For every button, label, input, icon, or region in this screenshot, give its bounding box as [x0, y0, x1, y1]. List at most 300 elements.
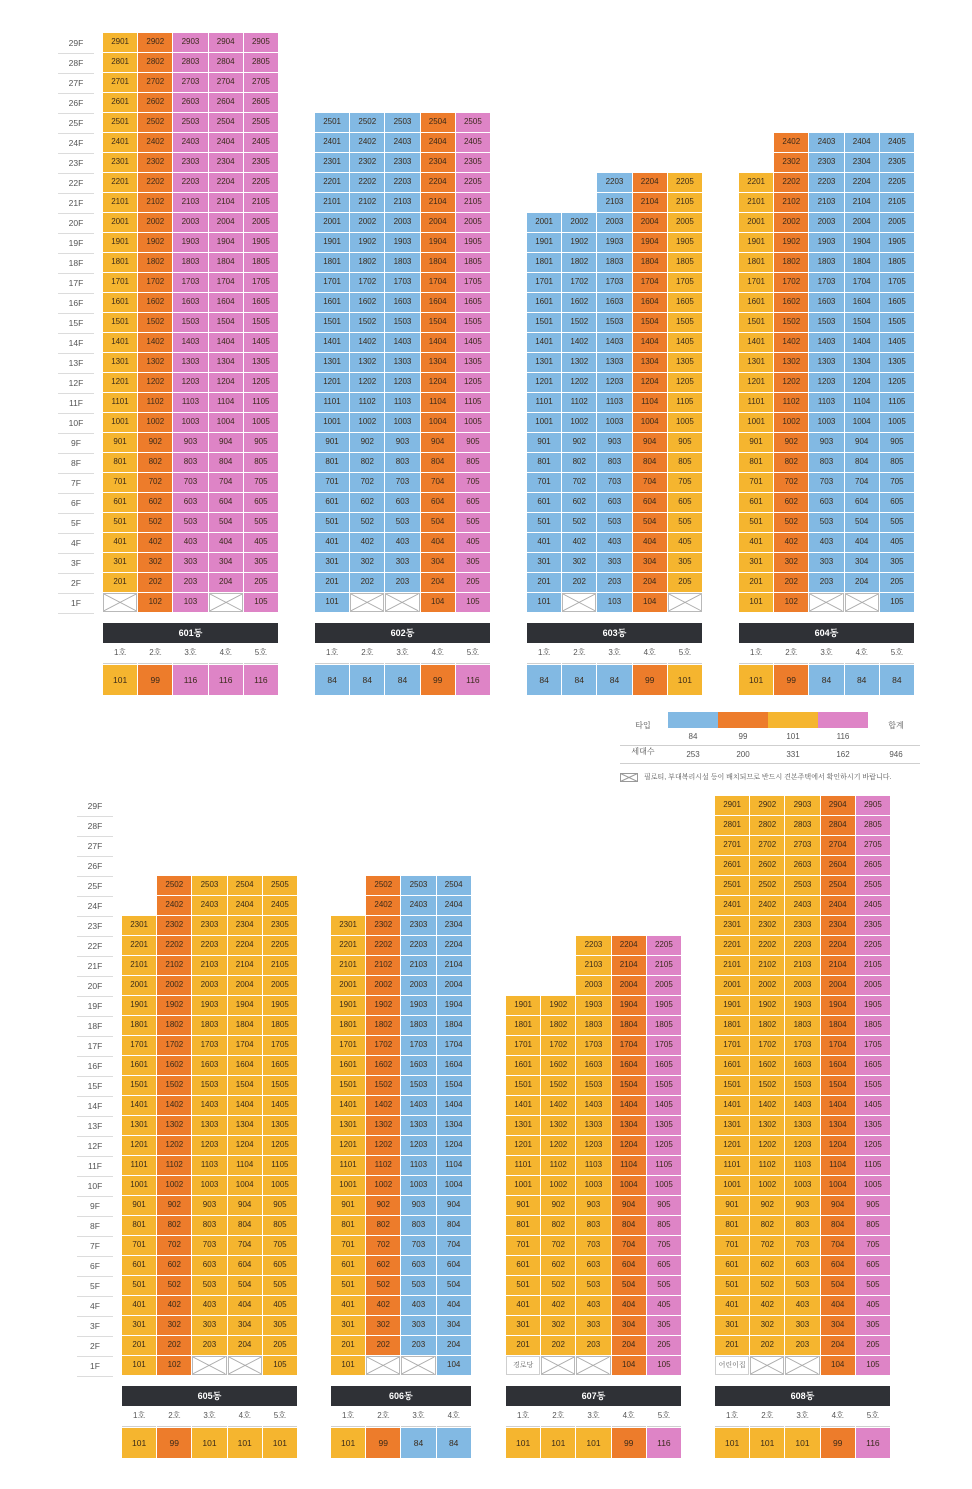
unit-cell: 205 — [244, 573, 278, 592]
unit-cell: 1602 — [562, 293, 596, 312]
unit-cell: 1803 — [597, 253, 631, 272]
unit-cell: 104 — [633, 593, 667, 612]
unit-cell: 1204 — [612, 1136, 646, 1155]
unit-cell: 2002 — [750, 976, 784, 995]
unit-cell: 1002 — [562, 413, 596, 432]
unit-cell: 903 — [173, 433, 207, 452]
line-type: 99 — [774, 665, 808, 695]
unit-cell: 1604 — [845, 293, 879, 312]
unit-cell: 1903 — [576, 996, 610, 1015]
unit-cell: 202 — [541, 1336, 575, 1355]
line-type: 84 — [597, 665, 631, 695]
legend-count-84: 253 — [686, 750, 700, 759]
unit-cell: 1902 — [774, 233, 808, 252]
unit-cell: 604 — [845, 493, 879, 512]
unit-cell: 205 — [856, 1336, 890, 1355]
unit-cell: 1404 — [228, 1096, 262, 1115]
unit-cell: 2501 — [103, 113, 137, 132]
pilotis-note-text: 필로티, 부대복리시설 등이 배치되므로 반드시 견본주택에서 확인하시기 바랍니다. — [644, 774, 892, 781]
floor-label: 17F — [77, 1036, 113, 1057]
unit-cell: 1702 — [750, 1036, 784, 1055]
unit-cell: 402 — [750, 1296, 784, 1315]
unit-cell: 2402 — [366, 896, 400, 915]
line-type: 101 — [506, 1428, 540, 1458]
unit-cell: 602 — [750, 1256, 784, 1275]
unit-cell: 1804 — [437, 1016, 471, 1035]
unit-cell: 301 — [527, 553, 561, 572]
unit-cell: 202 — [774, 573, 808, 592]
unit-cell: 2004 — [437, 976, 471, 995]
unit-cell: 2203 — [385, 173, 419, 192]
unit-cell: 1501 — [506, 1076, 540, 1095]
unit-cell: 804 — [845, 453, 879, 472]
unit-cell: 304 — [437, 1316, 471, 1335]
unit-cell: 2004 — [421, 213, 455, 232]
unit-cell: 702 — [350, 473, 384, 492]
unit-cell: 1102 — [750, 1156, 784, 1175]
unit-cell: 1204 — [821, 1136, 855, 1155]
unit-cell: 1304 — [845, 353, 879, 372]
unit-cell: 2202 — [750, 936, 784, 955]
unit-cell: 1804 — [845, 253, 879, 272]
unit-cell: 505 — [647, 1276, 681, 1295]
unit-cell: 1601 — [315, 293, 349, 312]
line-label: 1호 — [103, 643, 137, 664]
unit-cell: 1602 — [750, 1056, 784, 1075]
line-type: 101 — [541, 1428, 575, 1458]
unit-cell: 2105 — [668, 193, 702, 212]
line-type: 84 — [845, 665, 879, 695]
unit-cell: 705 — [244, 473, 278, 492]
unit-cell: 605 — [647, 1256, 681, 1275]
floor-label: 6F — [58, 493, 94, 514]
line-label: 4호 — [437, 1406, 471, 1427]
unit-cell: 2004 — [633, 213, 667, 232]
unit-cell: 1504 — [209, 313, 243, 332]
unit-cell: 2404 — [821, 896, 855, 915]
unit-cell: 1602 — [774, 293, 808, 312]
unit-cell: 2405 — [856, 896, 890, 915]
unit-cell: 2903 — [173, 33, 207, 52]
unit-cell: 203 — [401, 1336, 435, 1355]
unit-cell: 2305 — [244, 153, 278, 172]
unit-cell: 2401 — [315, 133, 349, 152]
unit-cell: 702 — [366, 1236, 400, 1255]
unit-cell: 905 — [244, 433, 278, 452]
unit-cell: 101 — [315, 593, 349, 612]
building-name: 607동 — [506, 1386, 681, 1406]
line-type: 116 — [647, 1428, 681, 1458]
unit-cell: 705 — [668, 473, 702, 492]
unit-cell: 1701 — [739, 273, 773, 292]
unit-cell: 1404 — [437, 1096, 471, 1115]
unit-cell: 405 — [856, 1296, 890, 1315]
unit-cell: 2204 — [612, 936, 646, 955]
unit-cell: 805 — [456, 453, 490, 472]
unit-cell: 1402 — [541, 1096, 575, 1115]
unit-cell: 1601 — [715, 1056, 749, 1075]
unit-cell: 2603 — [173, 93, 207, 112]
unit-cell: 1903 — [401, 996, 435, 1015]
unit-cell: 1802 — [750, 1016, 784, 1035]
unit-cell: 702 — [562, 473, 596, 492]
unit-cell: 2004 — [821, 976, 855, 995]
unit-cell: 1701 — [527, 273, 561, 292]
unit-cell: 2402 — [774, 133, 808, 152]
unit-cell: 204 — [437, 1336, 471, 1355]
unit-cell: 201 — [315, 573, 349, 592]
unit-cell: 1305 — [647, 1116, 681, 1135]
unit-cell: 204 — [845, 573, 879, 592]
unit-cell: 1404 — [209, 333, 243, 352]
unit-cell: 503 — [576, 1276, 610, 1295]
line-label: 2호 — [750, 1406, 784, 1427]
unit-cell: 1403 — [401, 1096, 435, 1115]
line-type: 84 — [562, 665, 596, 695]
unit-cell: 1301 — [715, 1116, 749, 1135]
unit-cell: 102 — [157, 1356, 191, 1375]
legend-type-84: 84 — [688, 732, 698, 741]
unit-cell: 2602 — [750, 856, 784, 875]
unit-cell: 2004 — [209, 213, 243, 232]
unit-cell: 1901 — [331, 996, 365, 1015]
unit-cell: 704 — [612, 1236, 646, 1255]
unit-cell: 1603 — [401, 1056, 435, 1075]
unit-cell: 1603 — [192, 1056, 226, 1075]
unit-cell: 2604 — [209, 93, 243, 112]
legend-total-value: 946 — [889, 750, 903, 759]
unit-cell: 604 — [421, 493, 455, 512]
unit-cell: 502 — [350, 513, 384, 532]
unit-cell: 2002 — [138, 213, 172, 232]
unit-cell: 1203 — [173, 373, 207, 392]
unit-cell: 1905 — [880, 233, 914, 252]
line-label: 5호 — [880, 643, 914, 664]
unit-cell: 2303 — [173, 153, 207, 172]
unit-cell: 502 — [750, 1276, 784, 1295]
unit-cell: 605 — [456, 493, 490, 512]
unit-cell: 1504 — [228, 1076, 262, 1095]
unit-cell: 1104 — [821, 1156, 855, 1175]
unit-cell: 701 — [315, 473, 349, 492]
unit-cell: 1802 — [562, 253, 596, 272]
unit-cell: 2001 — [315, 213, 349, 232]
unit-cell: 1202 — [774, 373, 808, 392]
unit-cell: 1403 — [809, 333, 843, 352]
unit-cell: 501 — [331, 1276, 365, 1295]
unit-cell: 1001 — [715, 1176, 749, 1195]
floor-label: 25F — [77, 876, 113, 897]
unit-cell: 1504 — [633, 313, 667, 332]
floor-label: 17F — [58, 273, 94, 294]
unit-cell: 2504 — [437, 876, 471, 895]
unit-cell: 701 — [506, 1236, 540, 1255]
unit-cell: 1502 — [774, 313, 808, 332]
unit-cell: 802 — [366, 1216, 400, 1235]
unit-cell: 1504 — [821, 1076, 855, 1095]
unit-cell: 1504 — [437, 1076, 471, 1095]
unit-cell: 1703 — [385, 273, 419, 292]
unit-cell: 2201 — [739, 173, 773, 192]
unit-cell: 205 — [880, 573, 914, 592]
unit-cell: 1303 — [173, 353, 207, 372]
unit-cell: 2503 — [385, 113, 419, 132]
unit-cell: 1002 — [350, 413, 384, 432]
legend-count-116: 162 — [836, 750, 850, 759]
unit-cell: 1803 — [576, 1016, 610, 1035]
line-label: 2호 — [157, 1406, 191, 1427]
floor-label: 3F — [77, 1316, 113, 1337]
unit-cell: 1503 — [173, 313, 207, 332]
unit-cell: 1102 — [350, 393, 384, 412]
unit-cell: 901 — [331, 1196, 365, 1215]
unit-cell: 1304 — [821, 1116, 855, 1135]
unit-cell: 1603 — [576, 1056, 610, 1075]
unit-cell: 805 — [647, 1216, 681, 1235]
line-type: 101 — [331, 1428, 365, 1458]
unit-cell: 404 — [421, 533, 455, 552]
unit-cell: 204 — [612, 1336, 646, 1355]
unit-cell: 2503 — [785, 876, 819, 895]
unit-cell: 301 — [739, 553, 773, 572]
unit-cell: 201 — [715, 1336, 749, 1355]
unit-cell: 2304 — [209, 153, 243, 172]
unit-cell: 905 — [880, 433, 914, 452]
unit-cell: 802 — [750, 1216, 784, 1235]
unit-cell: 1605 — [880, 293, 914, 312]
unit-cell: 301 — [331, 1316, 365, 1335]
unit-cell: 1904 — [209, 233, 243, 252]
unit-cell: 1503 — [809, 313, 843, 332]
pilotis-cell — [103, 593, 137, 612]
unit-cell: 1404 — [821, 1096, 855, 1115]
line-type: 101 — [785, 1428, 819, 1458]
unit-cell: 2101 — [739, 193, 773, 212]
unit-cell: 501 — [103, 513, 137, 532]
unit-cell: 1902 — [350, 233, 384, 252]
unit-cell: 2103 — [785, 956, 819, 975]
unit-cell: 2302 — [350, 153, 384, 172]
unit-cell: 1302 — [562, 353, 596, 372]
unit-cell: 503 — [173, 513, 207, 532]
unit-cell: 1202 — [541, 1136, 575, 1155]
unit-cell: 2401 — [103, 133, 137, 152]
unit-cell: 1705 — [263, 1036, 297, 1055]
floor-label: 23F — [58, 153, 94, 174]
unit-cell: 1904 — [437, 996, 471, 1015]
floor-label: 16F — [77, 1056, 113, 1077]
unit-cell: 1201 — [315, 373, 349, 392]
unit-cell: 804 — [228, 1216, 262, 1235]
unit-cell: 2704 — [209, 73, 243, 92]
unit-cell: 601 — [122, 1256, 156, 1275]
unit-cell: 1302 — [157, 1116, 191, 1135]
unit-cell: 804 — [437, 1216, 471, 1235]
unit-cell: 2804 — [209, 53, 243, 72]
unit-cell: 1703 — [785, 1036, 819, 1055]
unit-cell: 202 — [750, 1336, 784, 1355]
unit-cell: 805 — [244, 453, 278, 472]
unit-cell: 2002 — [157, 976, 191, 995]
unit-cell: 803 — [576, 1216, 610, 1235]
unit-cell: 1602 — [541, 1056, 575, 1075]
unit-cell: 1002 — [541, 1176, 575, 1195]
unit-cell: 401 — [715, 1296, 749, 1315]
unit-cell: 702 — [541, 1236, 575, 1255]
unit-cell: 805 — [668, 453, 702, 472]
unit-cell: 2504 — [228, 876, 262, 895]
floor-label: 10F — [77, 1176, 113, 1197]
unit-cell: 1802 — [138, 253, 172, 272]
unit-cell: 2802 — [750, 816, 784, 835]
unit-cell: 2704 — [821, 836, 855, 855]
unit-cell: 2003 — [192, 976, 226, 995]
unit-cell: 303 — [597, 553, 631, 572]
unit-cell: 2204 — [821, 936, 855, 955]
unit-cell: 501 — [122, 1276, 156, 1295]
unit-cell: 1101 — [331, 1156, 365, 1175]
unit-cell: 2301 — [122, 916, 156, 935]
unit-cell: 1501 — [315, 313, 349, 332]
unit-cell: 2001 — [715, 976, 749, 995]
unit-cell: 1004 — [612, 1176, 646, 1195]
floor-label: 21F — [77, 956, 113, 977]
unit-cell: 1102 — [774, 393, 808, 412]
unit-cell: 1003 — [809, 413, 843, 432]
unit-cell: 502 — [562, 513, 596, 532]
line-type: 84 — [880, 665, 914, 695]
unit-cell: 1603 — [785, 1056, 819, 1075]
unit-cell: 302 — [138, 553, 172, 572]
unit-cell: 904 — [228, 1196, 262, 1215]
unit-cell: 1504 — [612, 1076, 646, 1095]
unit-cell: 1105 — [880, 393, 914, 412]
unit-cell: 1103 — [597, 393, 631, 412]
pilotis-cell — [541, 1356, 575, 1375]
unit-cell: 703 — [597, 473, 631, 492]
unit-cell: 1202 — [138, 373, 172, 392]
pilotis-cell — [750, 1356, 784, 1375]
unit-cell: 1703 — [597, 273, 631, 292]
unit-cell: 1801 — [506, 1016, 540, 1035]
unit-cell: 1002 — [138, 413, 172, 432]
unit-cell: 2404 — [421, 133, 455, 152]
unit-cell: 505 — [668, 513, 702, 532]
unit-cell: 2903 — [785, 796, 819, 815]
unit-cell: 903 — [192, 1196, 226, 1215]
unit-cell: 802 — [138, 453, 172, 472]
floor-label: 14F — [77, 1096, 113, 1117]
unit-cell: 2101 — [331, 956, 365, 975]
unit-cell: 1204 — [633, 373, 667, 392]
unit-cell: 1803 — [785, 1016, 819, 1035]
unit-cell: 1603 — [385, 293, 419, 312]
unit-cell: 1802 — [774, 253, 808, 272]
unit-cell: 1101 — [315, 393, 349, 412]
unit-cell: 403 — [597, 533, 631, 552]
unit-cell: 805 — [856, 1216, 890, 1235]
unit-cell: 1503 — [401, 1076, 435, 1095]
unit-cell: 2801 — [715, 816, 749, 835]
unit-cell: 2404 — [228, 896, 262, 915]
unit-cell: 302 — [774, 553, 808, 572]
unit-cell: 501 — [315, 513, 349, 532]
line-type: 116 — [209, 665, 243, 695]
unit-cell: 2205 — [456, 173, 490, 192]
unit-cell: 2102 — [750, 956, 784, 975]
line-type: 116 — [856, 1428, 890, 1458]
unit-cell: 1303 — [192, 1116, 226, 1135]
unit-cell: 2201 — [122, 936, 156, 955]
unit-cell: 2203 — [576, 936, 610, 955]
unit-cell: 1703 — [173, 273, 207, 292]
unit-cell: 2202 — [366, 936, 400, 955]
unit-cell: 2803 — [785, 816, 819, 835]
unit-cell: 702 — [750, 1236, 784, 1255]
unit-cell: 2905 — [244, 33, 278, 52]
unit-cell: 1503 — [385, 313, 419, 332]
unit-cell: 2103 — [173, 193, 207, 212]
unit-cell: 704 — [209, 473, 243, 492]
unit-cell: 1704 — [228, 1036, 262, 1055]
unit-cell: 203 — [785, 1336, 819, 1355]
unit-cell: 2205 — [880, 173, 914, 192]
unit-cell: 904 — [437, 1196, 471, 1215]
unit-cell: 1402 — [350, 333, 384, 352]
unit-cell: 1701 — [315, 273, 349, 292]
unit-cell: 2904 — [821, 796, 855, 815]
unit-cell: 2304 — [821, 916, 855, 935]
unit-cell: 2503 — [192, 876, 226, 895]
unit-cell: 1104 — [421, 393, 455, 412]
unit-cell: 2104 — [437, 956, 471, 975]
line-type: 101 — [263, 1428, 297, 1458]
unit-cell: 1503 — [597, 313, 631, 332]
pilotis-cell — [228, 1356, 262, 1375]
unit-cell: 1103 — [173, 393, 207, 412]
unit-cell: 1905 — [668, 233, 702, 252]
unit-cell: 1901 — [739, 233, 773, 252]
unit-cell: 1403 — [597, 333, 631, 352]
unit-cell: 2003 — [809, 213, 843, 232]
unit-cell: 803 — [385, 453, 419, 472]
unit-cell: 401 — [103, 533, 137, 552]
unit-cell: 1702 — [366, 1036, 400, 1055]
unit-cell: 702 — [774, 473, 808, 492]
unit-cell: 1901 — [527, 233, 561, 252]
unit-cell: 2103 — [597, 193, 631, 212]
unit-cell: 1704 — [845, 273, 879, 292]
unit-cell: 1203 — [385, 373, 419, 392]
unit-cell: 2502 — [157, 876, 191, 895]
unit-cell: 1404 — [633, 333, 667, 352]
line-label: 3호 — [576, 1406, 610, 1427]
unit-cell: 305 — [244, 553, 278, 572]
unit-cell: 2402 — [157, 896, 191, 915]
unit-cell: 1701 — [331, 1036, 365, 1055]
unit-cell: 602 — [157, 1256, 191, 1275]
unit-cell: 1402 — [157, 1096, 191, 1115]
unit-cell: 105 — [263, 1356, 297, 1375]
unit-cell: 202 — [350, 573, 384, 592]
unit-cell: 1705 — [880, 273, 914, 292]
unit-cell: 605 — [856, 1256, 890, 1275]
unit-cell: 2301 — [103, 153, 137, 172]
type-legend-table — [620, 712, 920, 764]
unit-cell: 701 — [527, 473, 561, 492]
legend-count-101: 331 — [786, 750, 800, 759]
unit-cell: 105 — [856, 1356, 890, 1375]
